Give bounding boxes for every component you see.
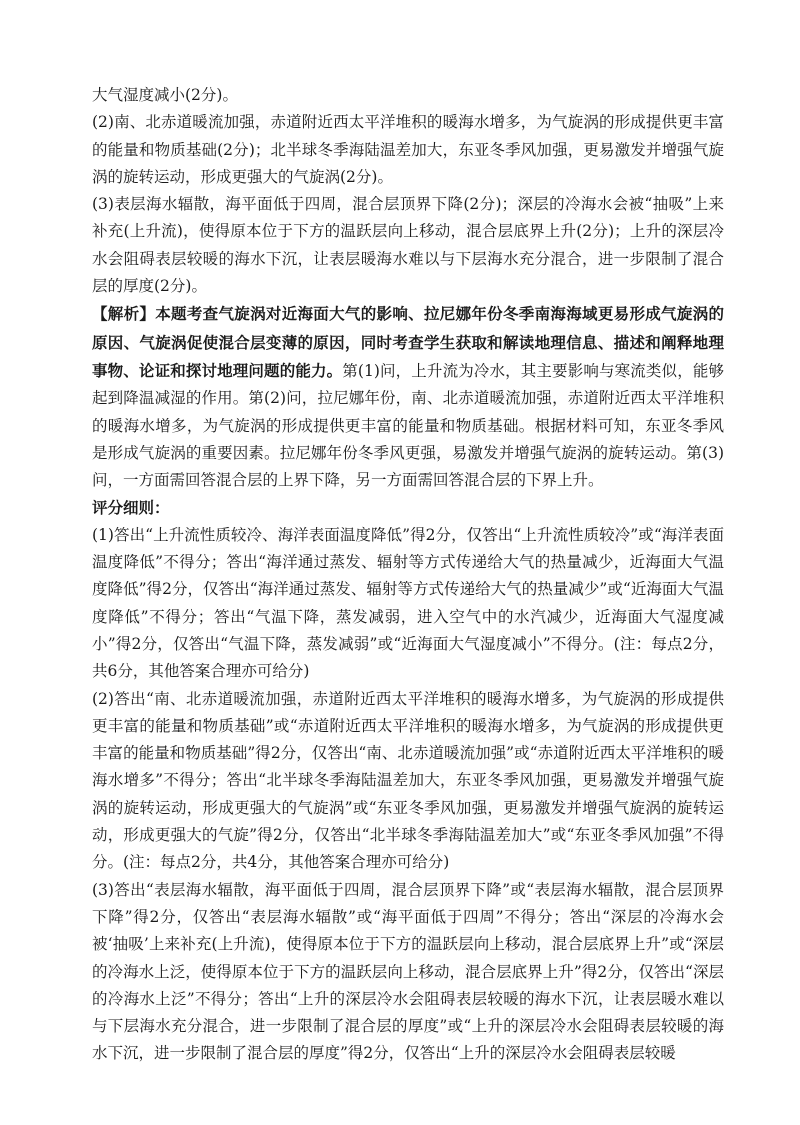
document-page (92, 82, 724, 1068)
rubric-title: 评分细则： (92, 498, 170, 518)
answer-part2: (2)南、北赤道暖流加强，赤道附近西太平洋堆积的暖海水增多，为气旋涡的形成提供更丰富的能量和物质基础(2分)；北半球冬季海陆温差加大，东亚冬季风加强，更易激发并增强气旋涡的旋转运动，形成更强大的气旋涡(2分)。 (92, 113, 724, 186)
answer-part3: (3)表层海水辐散，海平面低于四周，混合层顶界下降(2分)；深层的冷海水会被“抽吸”上来补充(上升流)，使得原本位于下方的温跃层向上移动，混合层底界上升(2分)；上升的深层冷水会阻碍表层较暖的海水下沉，让表层暖海水难以与下层海水充分混合，进一步限制了混合层的厚度(2分)。 (92, 195, 724, 296)
rubric-item-1: (1)答出“上升流性质较冷、海洋表面温度降低”得2分，仅答出“上升流性质较冷”或“海洋表面温度降低”不得分；答出“海洋通过蒸发、辐射等方式传递给大气的热量减少，近海面大气温度降低”得2分，仅答出“海洋通过蒸发、辐射等方式传递给大气的热量减少”或“近海面大气温度降低”不得分；答出“气温下降，蒸发减弱，进入空气中的水汽减少，近海面大气湿度减小”得2分，仅答出“气温下降，蒸发减弱”或“近海面大气湿度减小”不得分。(注：每点2分，共6分，其他答案合理亦可给分) (92, 525, 724, 681)
analysis-body: 第(1)问，上升流为冷水，其主要影响与寒流类似，能够起到降温减湿的作用。第(2)问，拉尼娜年份，南、北赤道暖流加强，赤道附近西太平洋堆积的暖海水增多，为气旋涡的形成提供更丰富的能量和物质基础。根据材料可知，东亚冬季风是形成气旋涡的重要因素。拉尼娜年份冬季风更强，易激发并增强气旋涡的旋转运动。第(3)问，一方面需回答混合层的上界下降，另一方面需回答混合层的下界上升。 (92, 361, 724, 490)
analysis-paragraph (92, 300, 724, 494)
rubric-item-2: (2)答出“南、北赤道暖流加强，赤道附近西太平洋堆积的暖海水增多，为气旋涡的形成提供更丰富的能量和物质基础”或“赤道附近西太平洋堆积的暖海水增多，为气旋涡的形成提供更丰富的能量和物质基础”得2分，仅答出“南、北赤道暖流加强”或“赤道附近西太平洋堆积的暖海水增多”不得分；答出“北半球冬季海陆温差加大，东亚冬季风加强，更易激发并增强气旋涡的旋转运动，形成更强大的气旋涡”或“东亚冬季风加强，更易激发并增强气旋涡的旋转运动，形成更强大的气旋”得2分，仅答出“北半球冬季海陆温差加大”或“东亚冬季风加强”不得分。(注：每点2分，共4分，其他答案合理亦可给分) (92, 689, 724, 872)
analysis-tag: 【解析】 (92, 304, 156, 324)
answer-part1-tail: 大气湿度减小(2分)。 (92, 86, 238, 104)
analysis-bold-text: 本题考查气旋涡对近海面大气的影响、拉尼娜年份冬季南海海域更易形成气旋涡的原因、气旋涡促使混合层变薄的原因，同时考查学生获取和解读地理信息、描述和阐释地理事物、论证和探讨地理问题的能力。 (92, 304, 724, 380)
rubric-item-3: (3)答出“表层海水辐散，海平面低于四周，混合层顶界下降”或“表层海水辐散，混合层顶界下降”得2分，仅答出“表层海水辐散”或“海平面低于四周”不得分；答出“深层的冷海水会被‘抽吸’上来补充(上升流)，使得原本位于下方的温跃层向上移动，混合层底界上升”或“深层的冷海水上泛，使得原本位于下方的温跃层向上移动，混合层底界上升”得2分，仅答出“深层的冷海水上泛”不得分；答出“上升的深层冷水会阻碍表层较暖的海水下沉，让表层暖水难以与下层海水充分混合，进一步限制了混合层的厚度”或“上升的深层冷水会阻碍表层较暖的海水下沉，进一步限制了混合层的厚度”得2分，仅答出“上升的深层冷水会阻碍表层较暖 (92, 880, 724, 1063)
